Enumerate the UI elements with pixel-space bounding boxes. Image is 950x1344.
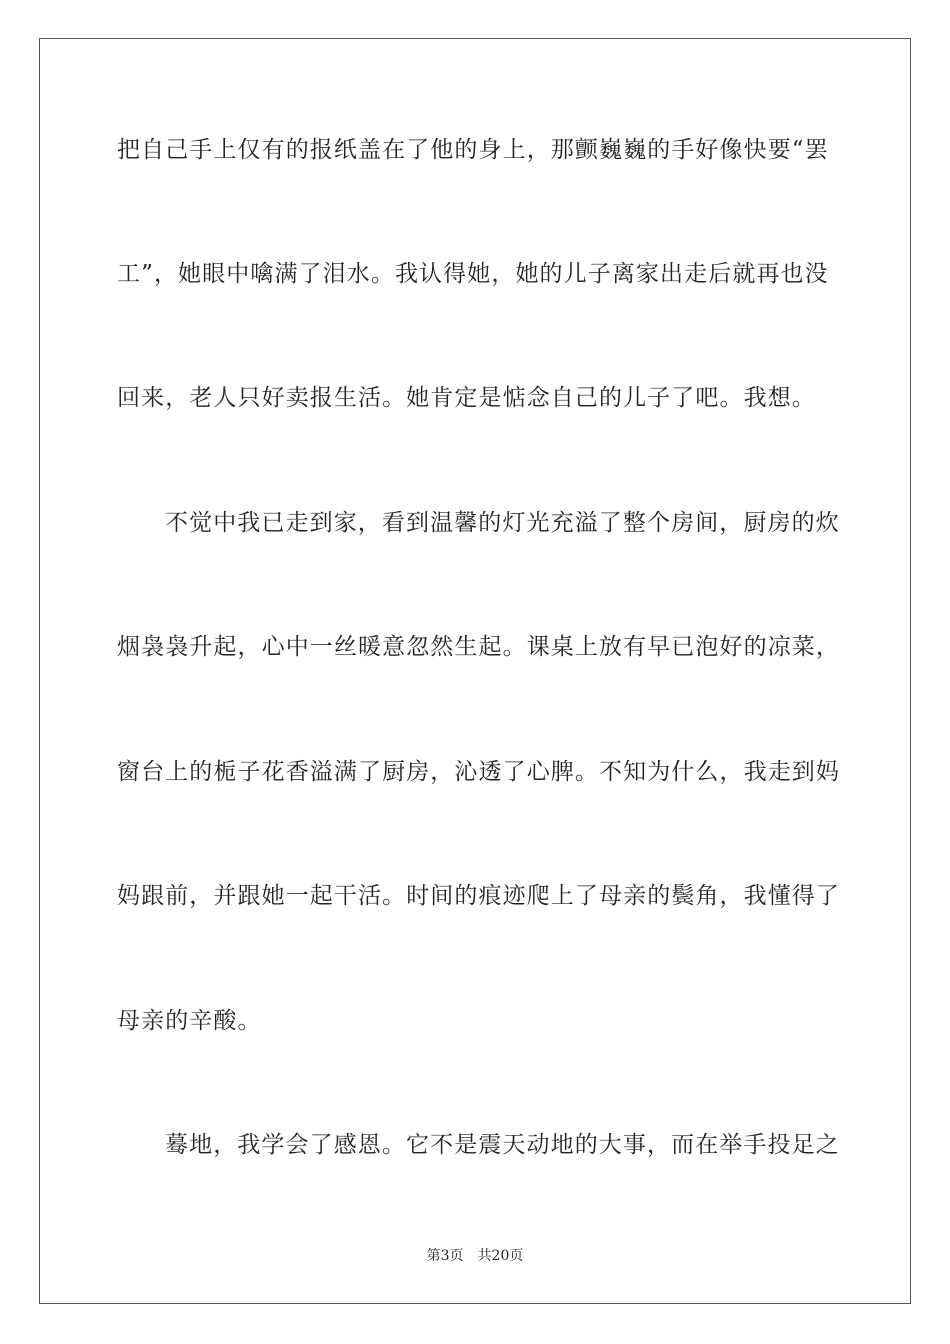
text-line-3: 回来，老人只好卖报生活。她肯定是惦念自己的儿子了吧。我想。 (117, 385, 816, 411)
text-line-7: 妈跟前，并跟她一起干活。时间的痕迹爬上了母亲的鬓角，我懂得了 (117, 883, 840, 909)
page-footer (0, 1246, 950, 1266)
page-total: 共20页 (477, 1248, 524, 1264)
text-line-5: 烟袅袅升起，心中一丝暖意忽然生起。课桌上放有早已泡好的凉菜， (117, 634, 840, 660)
text-line-4: 不觉中我已走到家，看到温馨的灯光充溢了整个房间，厨房的炊 (165, 510, 840, 536)
text-line-2: 工”，她眼中噙满了泪水。我认得她，她的儿子离家出走后就再也没 (117, 261, 829, 287)
text-line-6: 窗台上的栀子花香溢满了厨房，沁透了心脾。不知为什么，我走到妈 (117, 759, 840, 785)
text-line-9: 蓦地，我学会了感恩。它不是震天动地的大事，而在举手投足之 (165, 1132, 840, 1158)
page-number: 第3页 (426, 1248, 464, 1264)
text-line-8: 母亲的辛酸。 (117, 1008, 262, 1034)
text-line-1: 把自己手上仅有的报纸盖在了他的身上，那颤巍巍的手好像快要“罢 (117, 137, 829, 163)
page-border (39, 38, 911, 1304)
